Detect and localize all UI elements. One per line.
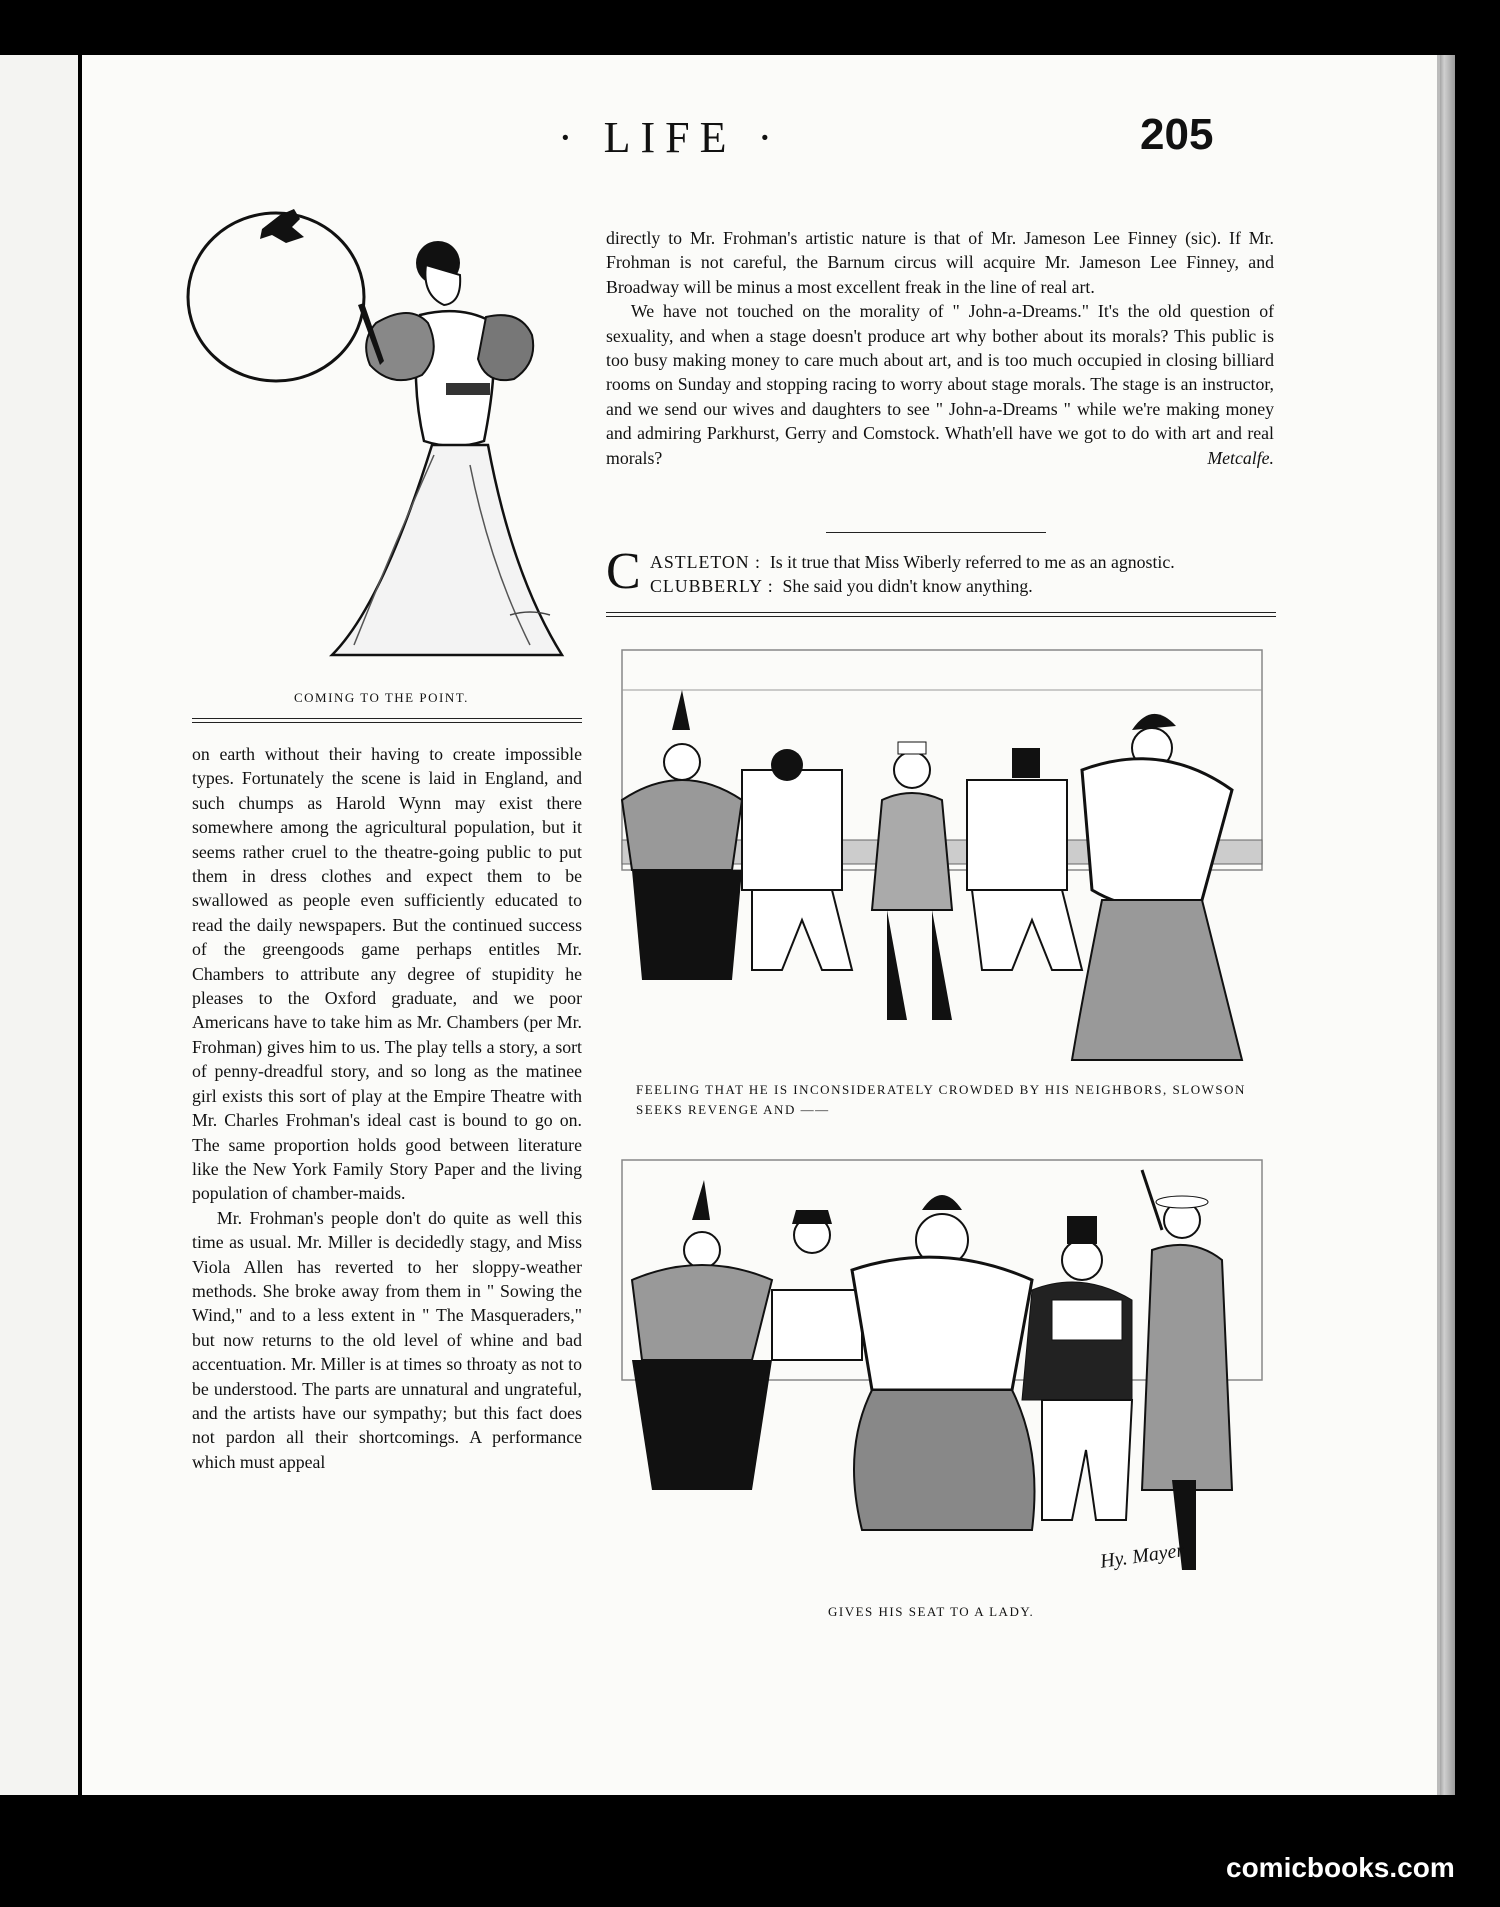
- top-cartoon-caption: [636, 1080, 1276, 1120]
- caption-line: FEELING THAT HE IS INCONSIDERATELY CROWDED BY HIS NEIGHBORS, SLOWSON: [636, 1082, 1246, 1097]
- page-title: · LIFE ·: [558, 113, 783, 162]
- left-illustration-caption: COMING TO THE POINT.: [294, 690, 469, 705]
- speaker-name: CLUBBERLY :: [650, 576, 774, 596]
- cartoon-crowded: [612, 630, 1272, 1070]
- dialogue-text: She said you didn't know anything.: [782, 576, 1033, 596]
- paragraph: Mr. Frohman's people don't do quite as well this time as usual. Mr. Miller is decidedly stagy, and Miss Viola Allen has reverted to her sloppy-weather methods. She broke away from them in " Sowing the Wind," and to a less extent in " The Masqueraders," but now returns to the old level of whine and bad accentuation. Mr. Miller is at times so throaty as not to be understood. The parts are unnatural and ungrateful, and the artists have our sympathy; but this fact does not pardon all their shortcomings. A performance which must appeal: [192, 1207, 582, 1472]
- author-signature: Metcalfe.: [1207, 447, 1274, 468]
- paragraph: directly to Mr. Frohman's artistic nature is that of Mr. Jameson Lee Finney (sic). If Mr. Frohman is not careful, the Barnum circus will acquire Mr. Jameson Lee Finney, and Broadway will be minus a most excellent freak in the line of real art.: [606, 228, 1274, 297]
- bottom-cartoon-caption: GIVES HIS SEAT TO A LADY.: [828, 1604, 1035, 1619]
- watermark: comicbooks.com: [1226, 1852, 1455, 1883]
- dialogue-joke: [606, 543, 1266, 600]
- left-text-column: [192, 742, 582, 1474]
- artist-signature: Hy. Mayer: [1098, 1539, 1186, 1573]
- woman-illustration: [170, 205, 610, 665]
- drop-cap: C: [606, 543, 641, 600]
- divider: [606, 612, 1276, 617]
- paragraph: on earth without their having to create impossible types. Fortunately the scene is laid in England, and such chumps as Harold Wynn may exist there somewhere among the agricultural population, but it seems rather cruel to the theatre-going public to put them in dress clothes and expect them to be swallowed as people even sufficiently educated to read the daily newspapers. But the continued success of the greengoods game perhaps entitles Mr. Chambers to attribute any degree of stupidity he pleases to the Oxford graduate, and we poor Americans have to take him as Mr. Chambers (per Mr. Frohman) gives him to us. The play tells a story, a sort of penny-dreadful story, and so long as the matinee girl exists this sort of play at the Empire Theatre with Mr. Charles Frohman's ideal cast is bound to go on. The same proportion holds good between literature like the New York Family Story Paper and the living population of chamber-maids.: [192, 744, 582, 1204]
- right-text-column: [606, 226, 1274, 470]
- facing-page-edge: [0, 55, 78, 1795]
- divider: [192, 718, 582, 723]
- page-number: 205: [1140, 110, 1214, 159]
- dialogue-text: Is it true that Miss Wiberly referred to me as an agnostic.: [769, 552, 1175, 572]
- cartoon-gives-seat: [612, 1140, 1272, 1600]
- paragraph: We have not touched on the morality of " John-a-Dreams." It's the old question of sexuality, and when a stage doesn't produce art why bother about its morals? This public is too busy making money to care much about art, and is too much occupied in closing billiard rooms on Sunday and stopping racing to worry about stage morals. The stage is an instructor, and we send our wives and daughters to see " John-a-Dreams " while we're making money and admiring Parkhurst, Gerry and Comstock. Whath'ell have we got to do with art and real morals?: [606, 301, 1274, 468]
- caption-line: SEEKS REVENGE AND ——: [636, 1102, 830, 1117]
- divider: [826, 532, 1046, 533]
- speaker-name: ASTLETON :: [650, 552, 761, 572]
